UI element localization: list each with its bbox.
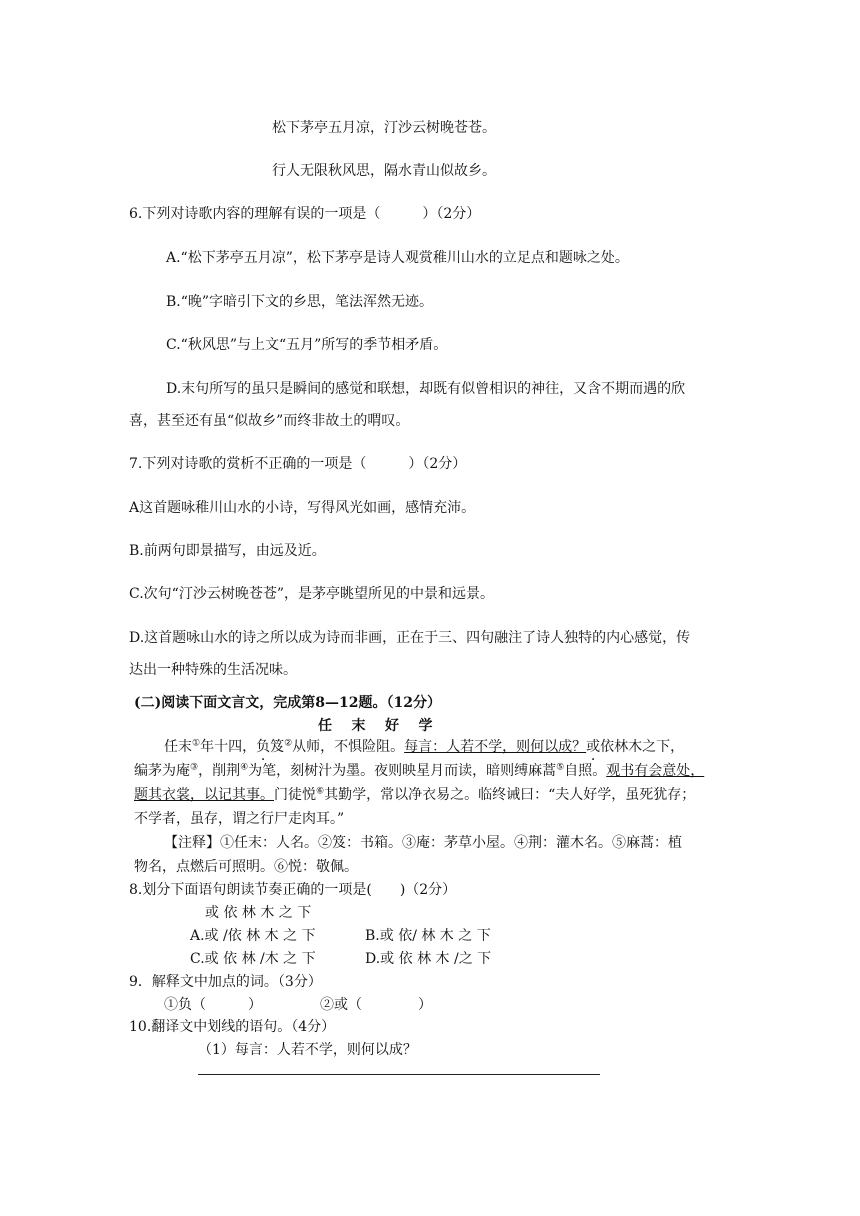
q7-option-a: A这首题咏稚川山水的小诗，写得风光如画，感情充沛。 <box>129 500 476 516</box>
q8-sentence: 或 依 林 木 之 下 <box>205 905 312 921</box>
footnote-mark: ③ <box>190 762 199 773</box>
q7-option-b: B.前两句即景描写，由远及近。 <box>129 543 326 559</box>
q8-option-c: C.或 依 林 /木 之 下 <box>190 951 316 967</box>
q7-stem: 7.下列对诗歌的赏析不正确的一项是（ ）（2分） <box>129 456 467 472</box>
q6-option-c: C.“秋风思”与上文“五月”所写的季节相矛盾。 <box>166 337 448 353</box>
passage-text: 为笔，刻树汁为墨。夜则映星月而读，暗则缚麻蒿 <box>248 763 557 779</box>
poem-line-2: 行人无限秋风思，隔水青山似故乡。 <box>272 163 496 179</box>
passage-title <box>318 716 433 736</box>
passage-line-1 <box>164 737 684 757</box>
passage-text: 依林木之下， <box>600 739 685 755</box>
q7-option-d-line2: 达出一种特殊的生活况味。 <box>129 662 297 678</box>
passage-text: 门徒悦 <box>274 787 316 803</box>
underlined-sentence-2b: 题其衣裳，以记其事。 <box>134 787 274 803</box>
dotted-word-huo: 或 <box>586 739 601 755</box>
title-char-1: 任 <box>318 718 332 734</box>
title-char-2: 末 <box>351 718 366 734</box>
passage-line-2 <box>134 761 704 781</box>
dotted-word-fu: 负 <box>256 739 271 755</box>
section2-heading: (二)阅读下面文言文，完成第8—12题。（12分） <box>134 695 441 711</box>
passage-text: 自照。 <box>564 763 607 779</box>
q10-item-1: （1）每言：人若不学，则何以成？ <box>198 1042 417 1058</box>
q8-option-b: B.或 依/ 林 木 之 下 <box>365 928 491 944</box>
underlined-sentence-1: 每言：人若不学，则何以成？ <box>404 739 587 755</box>
passage-text: 编茅为庵 <box>134 763 190 779</box>
q6-option-d-line2: 喜，甚至还有虽“似故乡”而终非故土的喟叹。 <box>129 413 410 429</box>
q10-stem: 10.翻译文中划线的语句。（4分） <box>129 1019 336 1035</box>
q8-option-a: A.或 /依 林 木 之 下 <box>190 928 316 944</box>
q6-option-a: A.“松下茅亭五月凉”，松下茅亭是诗人观赏稚川山水的立足点和题咏之处。 <box>166 250 629 266</box>
passage-text: 其勤学，常以净衣易之。临终诫曰：“夫人好学，虽死犹存； <box>324 787 696 803</box>
passage-line-3 <box>134 785 695 805</box>
footnote-mark: ④ <box>240 762 249 773</box>
passage-text: 任末 <box>164 739 192 755</box>
footnote-mark: ② <box>284 738 293 749</box>
answer-line[interactable] <box>198 1074 600 1075</box>
notes-line-2: 物名，点燃后可照明。⑥悦：敬佩。 <box>134 859 358 875</box>
footnote-mark: ① <box>192 738 201 749</box>
notes-line-1: 【注释】①任末：人名。②笈：书箱。③庵：茅草小屋。④荆：灌木名。⑤麻蒿：植 <box>164 835 682 851</box>
q6-stem: 6.下列对诗歌内容的理解有误的一项是（ ）（2分） <box>129 206 481 222</box>
q7-option-c: C.次句“汀沙云树晚苍苍”，是茅亭眺望所见的中景和远景。 <box>129 586 494 602</box>
passage-text: 从师，不惧险阻。 <box>292 739 405 755</box>
q7-option-d-line1: D.这首题咏山水的诗之所以成为诗而非画，正在于三、四句融注了诗人独特的内心感觉，传 <box>129 630 691 646</box>
q9-stem: 9．解释文中加点的词。（3分） <box>129 974 322 990</box>
passage-text: 年十四， <box>200 739 257 755</box>
passage-text: 笈 <box>270 739 285 755</box>
poem-line-1: 松下茅亭五月凉，汀沙云树晚苍苍。 <box>272 120 496 136</box>
passage-line-4: 不学者，虽存，谓之行尸走肉耳。” <box>134 811 345 827</box>
q9-item-1: ①负（ ） <box>164 997 262 1013</box>
footnote-mark: ⑤ <box>556 762 565 773</box>
title-char-3: 好 <box>385 718 399 734</box>
footnote-mark: ⑥ <box>316 786 325 797</box>
passage-text: ，削荆 <box>198 763 241 779</box>
underlined-sentence-2a: 观书有会意处， <box>606 763 705 779</box>
q8-stem: 8.划分下面语句朗读节奏正确的一项是( )（2分） <box>129 882 457 898</box>
q9-item-2: ②或（ ） <box>320 997 432 1013</box>
q6-option-b: B.“晚”字暗引下文的乡思，笔法浑然无迹。 <box>166 294 434 310</box>
q6-option-d-line1: D.末句所写的虽只是瞬间的感觉和联想，却既有似曾相识的神往，又含不期而遇的欣 <box>166 381 686 397</box>
q8-option-d: D.或 依 林 木 /之 下 <box>365 951 492 967</box>
title-char-4: 学 <box>418 718 433 734</box>
